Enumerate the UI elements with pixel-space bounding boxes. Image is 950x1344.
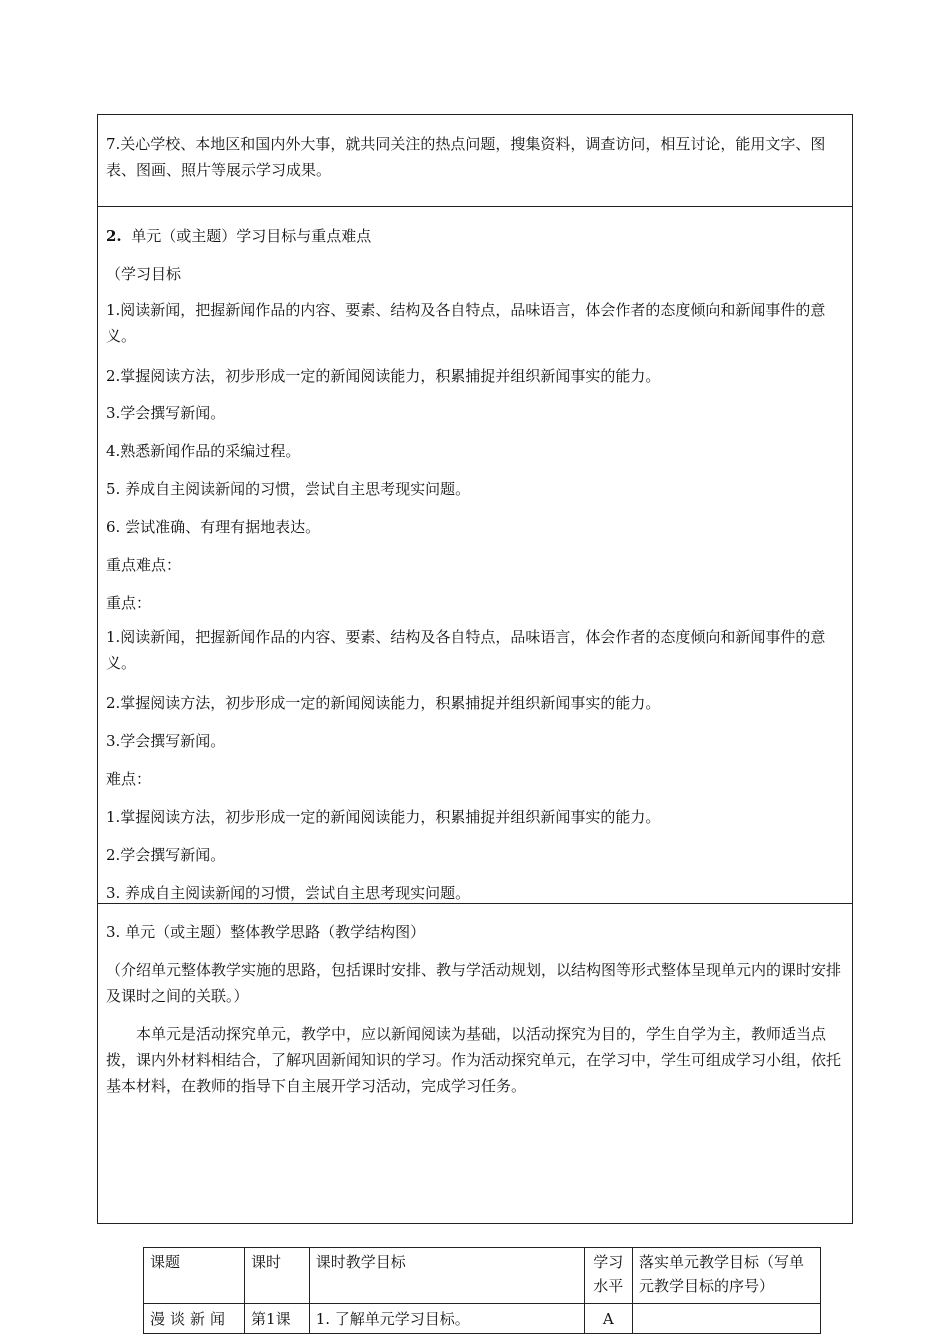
cell-period: 第1课 (245, 1304, 310, 1334)
section-1-item-7: 7.关心学校、本地区和国内外大事，就共同关注的热点问题，搜集资料，调查访问，相互讨论，能用文字、图表、图画、照片等展示学习成果。 (106, 135, 826, 179)
section-1-cell (98, 115, 852, 207)
header-cell-unit-goal: 落实单元教学目标（写单元教学目标的序号） (633, 1248, 821, 1304)
goal-item: 2.掌握阅读方法，初步形成一定的新闻阅读能力，积累捕捉并组织新闻事实的能力。 (106, 367, 661, 385)
header-cell-objective: 课时教学目标 (309, 1248, 584, 1304)
lesson-plan-table (97, 114, 853, 1328)
table-row (144, 1304, 821, 1334)
key-point-item: 3.学会撰写新闻。 (106, 732, 226, 750)
section-3-heading: 3. 单元（或主题）整体教学思路（教学结构图） (106, 923, 426, 941)
cell-topic: 漫谈新闻 (144, 1304, 245, 1334)
lesson-schedule-table (143, 1247, 821, 1334)
difficult-label: 难点： (106, 770, 152, 788)
difficult-point-item: 3. 养成自主阅读新闻的习惯，尝试自主思考现实问题。 (106, 884, 471, 902)
section-2-cell (98, 207, 852, 904)
goal-item: 5. 养成自主阅读新闻的习惯，尝试自主思考现实问题。 (106, 480, 471, 498)
section-3-cell (98, 904, 852, 1328)
section-3-body: 本单元是活动探究单元，教学中，应以新闻阅读为基础，以活动探究为目的，学生自学为主，教师适当点拨，课内外材料相结合，了解巩固新闻知识的学习。作为活动探究单元，在学习中，学生可组成学习小组，依托基本材料，在教师的指导下自主展开学习活动，完成学习任务。 (106, 1025, 842, 1095)
difficult-point-item: 1.掌握阅读方法，初步形成一定的新闻阅读能力，积累捕捉并组织新闻事实的能力。 (106, 808, 661, 826)
header-cell-period: 课时 (245, 1248, 310, 1304)
key-difficult-label: 重点难点： (106, 556, 182, 574)
goal-item: 4.熟悉新闻作品的采编过程。 (106, 442, 301, 460)
section-3-instruction: （介绍单元整体教学实施的思路，包括课时安排、教与学活动规划，以结构图等形式整体呈现单元内的课时安排及课时之间的关联。） (106, 961, 842, 1005)
section-2-heading (106, 226, 844, 246)
goal-item: 3.学会撰写新闻。 (106, 404, 226, 422)
goals-label: （学习目标 (106, 265, 182, 283)
cell-objective: 1. 了解单元学习目标。 (309, 1304, 584, 1334)
goal-item: 1.阅读新闻，把握新闻作品的内容、要素、结构及各自特点，品味语言，体会作者的态度倾向和新闻事件的意义。 (106, 301, 826, 345)
section-2-title: 单元（或主题）学习目标与重点难点 (131, 227, 372, 245)
table-header-row (144, 1248, 821, 1304)
header-cell-topic: 课题 (144, 1248, 245, 1304)
section-2-number: 2. (106, 227, 122, 245)
difficult-point-item: 2.学会撰写新闻。 (106, 846, 226, 864)
cell-level: A (584, 1304, 633, 1334)
goal-item: 6. 尝试准确、有理有据地表达。 (106, 518, 321, 536)
header-cell-level: 学习水平 (584, 1248, 633, 1304)
key-point-item: 1.阅读新闻，把握新闻作品的内容、要素、结构及各自特点，品味语言，体会作者的态度倾向和新闻事件的意义。 (106, 628, 826, 672)
cell-unit-goal (633, 1304, 821, 1334)
key-point-item: 2.掌握阅读方法，初步形成一定的新闻阅读能力，积累捕捉并组织新闻事实的能力。 (106, 694, 661, 712)
key-label: 重点： (106, 594, 152, 612)
